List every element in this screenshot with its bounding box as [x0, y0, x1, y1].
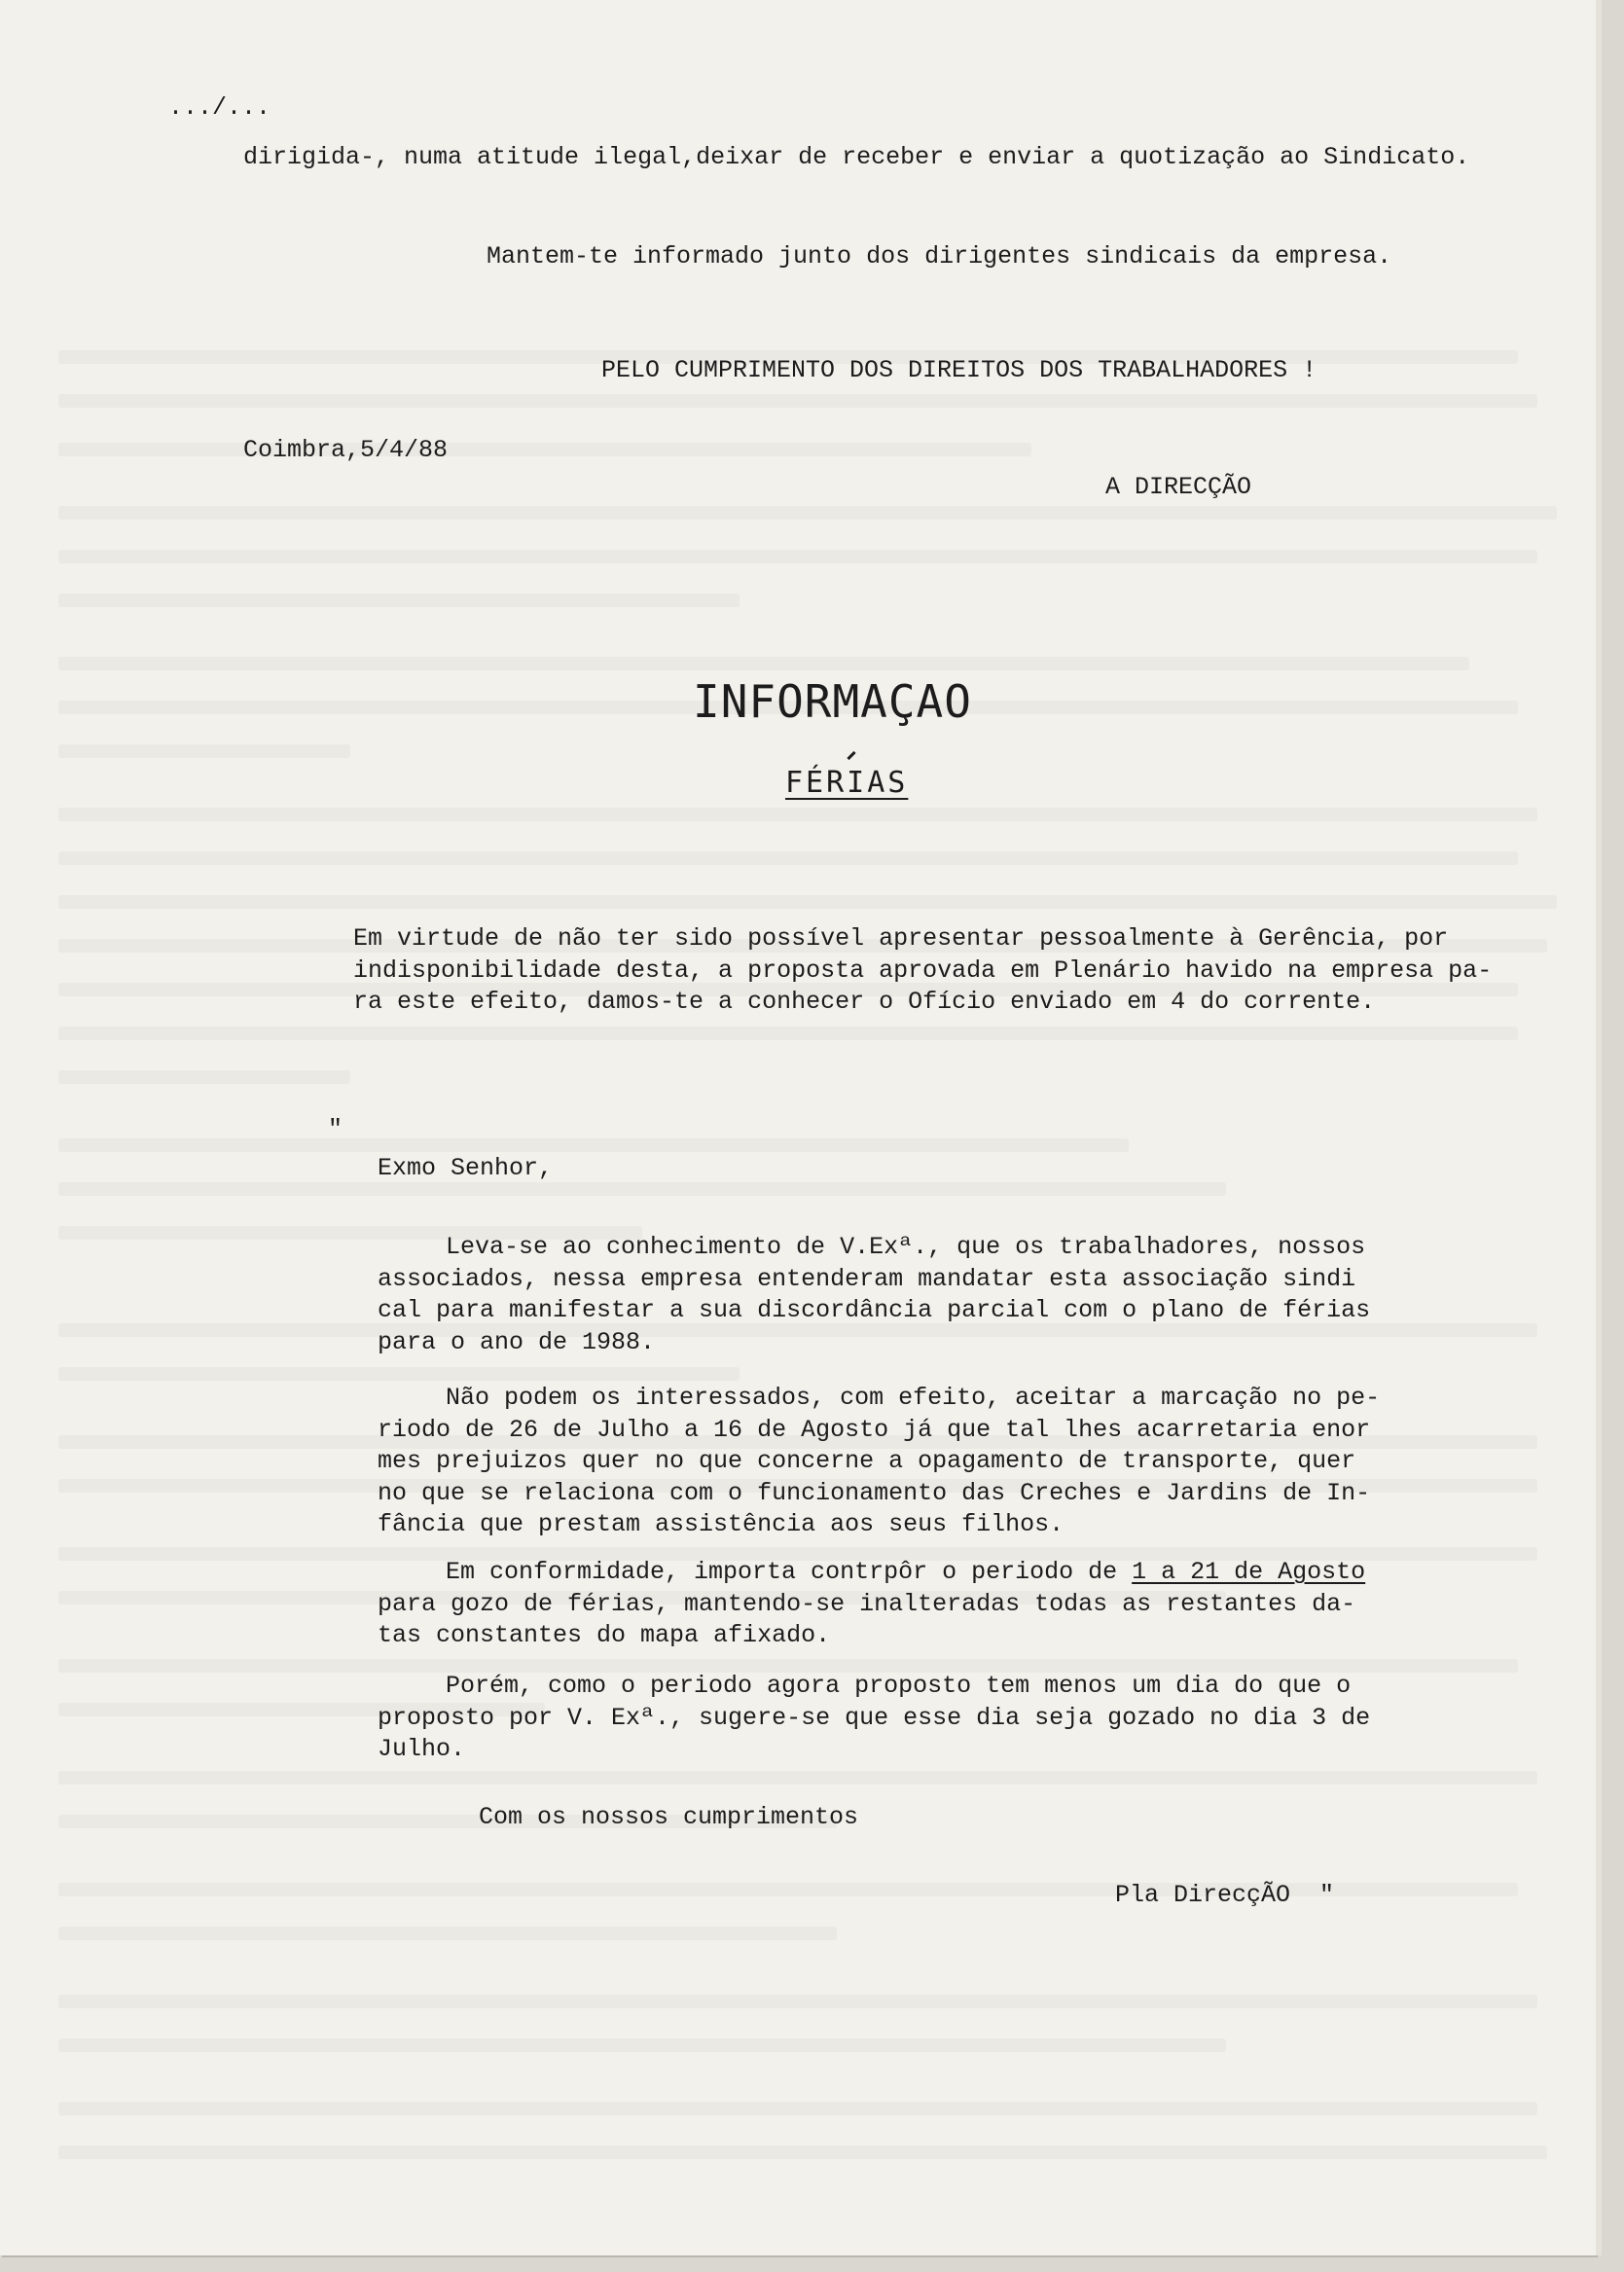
- paragraph-line: tas constantes do mapa afixado.: [378, 1621, 831, 1649]
- paragraph-text: Em conformidade, importa contrpôr o periodo de: [446, 1558, 1133, 1586]
- page-title: INFORMAÇAO: [693, 675, 972, 728]
- salutation: Exmo Senhor,: [378, 1154, 554, 1182]
- slogan: PELO CUMPRIMENTO DOS DIREITOS DOS TRABALHADORES !: [601, 356, 1317, 384]
- paragraph-line: cal para manifestar a sua discordância parcial com o plano de férias: [378, 1296, 1371, 1324]
- paragraph-line: para o ano de 1988.: [378, 1327, 656, 1356]
- proposed-period: 1 a 21 de Agosto: [1132, 1558, 1366, 1586]
- closing: Com os nossos cumprimentos: [479, 1803, 859, 1831]
- paragraph-line: [378, 1557, 1365, 1589]
- paragraph-line: Não podem os interessados, com efeito, aceitar a marcação no pe-: [446, 1384, 1381, 1412]
- letter-signoff: Pla DirecçÃO ": [1115, 1881, 1335, 1909]
- intro-line-3: ra este efeito, damos-te a conhecer o Ofício enviado em 4 do corrente.: [353, 988, 1376, 1016]
- intro-paragraph: [353, 923, 1492, 1019]
- paragraph-line: para gozo de férias, mantendo-se inalteradas todas as restantes da-: [378, 1589, 1356, 1618]
- advice-line: Mantem-te informado junto dos dirigentes sindicais da empresa.: [487, 242, 1392, 270]
- paragraph-line: Julho.: [378, 1735, 466, 1763]
- intro-line-1: Em virtude de não ter sido possível apresentar pessoalmente à Gerência, por: [353, 924, 1449, 953]
- paragraph-line: Porém, como o periodo agora proposto tem menos um dia do que o: [446, 1672, 1352, 1700]
- letter-paragraph-2: [378, 1383, 1380, 1541]
- place-date: Coimbra,5/4/88: [243, 436, 449, 464]
- intro-line-2: indisponibilidade desta, a proposta aprovada em Plenário havido na empresa pa-: [353, 956, 1493, 985]
- continuation-mark: .../...: [168, 93, 271, 122]
- letter-paragraph-1: [378, 1232, 1370, 1358]
- letter-paragraph-4: [378, 1671, 1370, 1766]
- section-subtitle: FÉRIAS: [785, 766, 909, 800]
- letter-paragraph-3: [378, 1557, 1365, 1652]
- paragraph-line: proposto por V. Exª., sugere-se que esse dia seja gozado no dia 3 de: [378, 1703, 1371, 1732]
- header-signature: A DIRECÇÃO: [1105, 473, 1252, 501]
- paragraph-line: no que se relaciona com o funcionamento das Creches e Jardins de In-: [378, 1478, 1371, 1507]
- paragraph-line: associados, nessa empresa entenderam mandatar esta associação sindi: [378, 1264, 1356, 1293]
- paragraph-line: fância que prestam assistência aos seus filhos.: [378, 1510, 1065, 1538]
- paragraph-line: Leva-se ao conhecimento de V.Exª., que os trabalhadores, nossos: [446, 1233, 1366, 1261]
- paragraph-line: mes prejuizos quer no que concerne a opagamento de transporte, quer: [378, 1447, 1356, 1475]
- paragraph-line: riodo de 26 de Julho a 16 de Agosto já que tal lhes acarretaria enor: [378, 1415, 1371, 1444]
- open-quote: ": [328, 1115, 343, 1143]
- accent-mark: [847, 751, 855, 760]
- intro-line: dirigida-, numa atitude ilegal,deixar de receber e enviar a quotização ao Sindicato.: [243, 143, 1470, 171]
